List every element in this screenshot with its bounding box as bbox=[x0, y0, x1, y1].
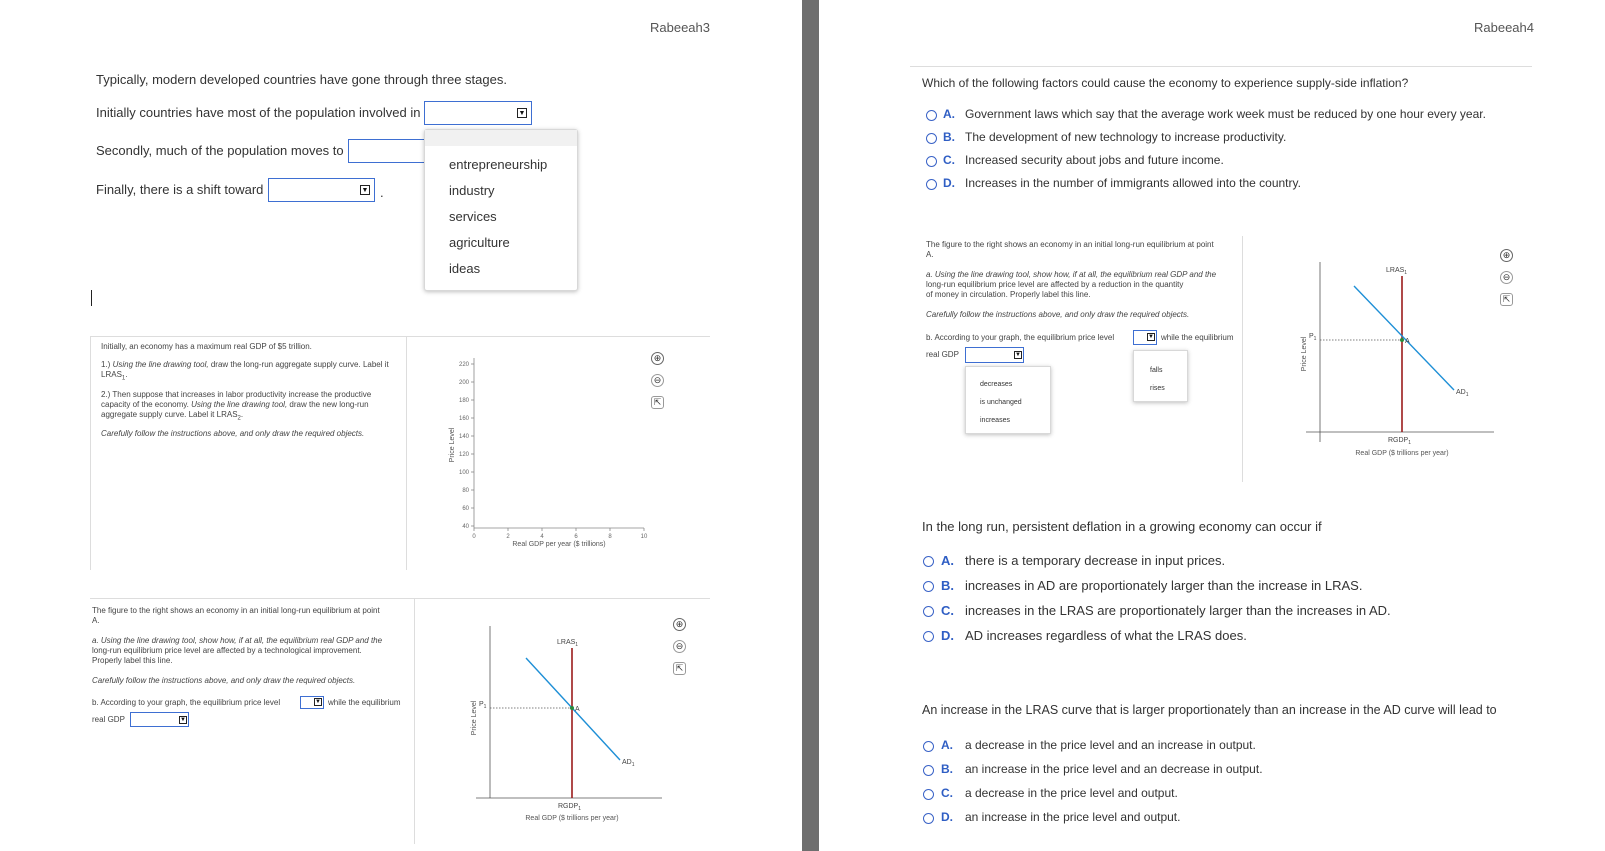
lras-p3: 2.) Then suppose that increases in labor productivity increase the productive capacity of the economy. Using the line drawing tool, draw the new long-run aggregate supply curve. Label it $LRAS_2$. bbox=[101, 390, 372, 422]
menu-option[interactable]: industry bbox=[449, 183, 495, 198]
radio-button[interactable] bbox=[926, 179, 937, 190]
radio-button[interactable] bbox=[926, 110, 937, 121]
option-text: increases in AD are proportionately larger than the increase in LRAS. bbox=[965, 578, 1363, 593]
x-axis-label: Real GDP ($ trillions per year) bbox=[1355, 450, 1449, 457]
lras-p3b-pre: capacity of the economy. bbox=[101, 400, 192, 409]
chevron-down-icon: ▼ bbox=[518, 110, 526, 117]
lras-p3b-post: draw the new long-run bbox=[287, 400, 369, 409]
radio-button[interactable] bbox=[923, 556, 934, 567]
rgdp-label: $RGDP_1$ bbox=[558, 803, 582, 812]
money-l3: a. Using the line drawing tool, show how, if at all, the equilibrium real GDP and the bbox=[926, 270, 1217, 279]
money-equilibrium-graph[interactable] bbox=[1290, 256, 1500, 466]
option-letter: D. bbox=[941, 810, 953, 824]
option-letter: C. bbox=[943, 153, 955, 167]
section-rule-left bbox=[90, 336, 91, 570]
option-letter: A. bbox=[941, 738, 953, 752]
money-l6: Carefully follow the instructions above, and only draw the required objects. bbox=[926, 310, 1190, 319]
y-tick-label: 160 bbox=[458, 416, 469, 422]
ad-label: $AD_1$ bbox=[622, 759, 635, 768]
stage2-dropdown[interactable] bbox=[348, 139, 428, 163]
y-tick-label: 120 bbox=[458, 452, 469, 458]
lras-p3c: aggregate supply curve. Label it LRAS bbox=[101, 410, 238, 419]
option-letter: D. bbox=[941, 628, 954, 643]
y-axis-label: Price Level bbox=[471, 700, 478, 736]
option-letter: B. bbox=[943, 130, 955, 144]
section-rule bbox=[90, 598, 710, 599]
p1-label: $P_1$ bbox=[1309, 333, 1317, 342]
right-page-header: Rabeeah4 bbox=[1474, 20, 1534, 35]
text-cursor bbox=[91, 290, 92, 306]
money-price-dropdown[interactable] bbox=[1133, 330, 1157, 345]
zoom-out-icon[interactable]: ⊖ bbox=[1500, 271, 1513, 284]
tech-l3: a. Using the line drawing tool, show how, if at all, the equilibrium real GDP and the bbox=[92, 636, 383, 645]
option-text: a decrease in the price level and an increase in output. bbox=[965, 738, 1256, 752]
money-gdp-dropdown[interactable] bbox=[965, 347, 1024, 363]
ad-line bbox=[1354, 286, 1454, 390]
option-letter: C. bbox=[941, 786, 953, 800]
tech-l2: A. bbox=[92, 616, 100, 625]
option-text: an increase in the price level and output. bbox=[965, 810, 1181, 824]
chevron-down-icon: ▼ bbox=[1148, 334, 1154, 340]
tech-l4: long-run equilibrium price level are affected by a technological improvement. bbox=[92, 646, 362, 655]
money-l1: The figure to the right shows an economy in an initial long-run equilibrium at point bbox=[926, 240, 1214, 249]
y-tick-label: 140 bbox=[458, 434, 469, 440]
radio-button[interactable] bbox=[923, 606, 934, 617]
stage-options-menu bbox=[424, 129, 578, 291]
lras-p2-label: LRAS bbox=[101, 370, 122, 379]
question-top-rule bbox=[910, 66, 1532, 67]
option-text: an increase in the price level and an decrease in output. bbox=[965, 762, 1263, 776]
chevron-down-icon: ▼ bbox=[180, 717, 186, 723]
x-tick-label: 6 bbox=[574, 534, 578, 540]
tech-l7a: b. According to your graph, the equilibrium price level bbox=[92, 698, 281, 707]
radio-button[interactable] bbox=[923, 789, 934, 800]
menu-option[interactable]: increases bbox=[980, 417, 1010, 424]
y-tick-label: 180 bbox=[458, 398, 469, 404]
chevron-down-icon: ▼ bbox=[1015, 352, 1021, 358]
x-tick-label: 2 bbox=[506, 534, 510, 540]
chevron-down-icon: ▼ bbox=[361, 187, 369, 194]
y-tick-label: 100 bbox=[458, 470, 469, 476]
equilibrium-point bbox=[570, 706, 574, 710]
section-rule bbox=[90, 336, 710, 337]
y-tick-label: 80 bbox=[462, 488, 469, 494]
point-a-label: A bbox=[1405, 338, 1410, 345]
lras-p2-rest: draw the long-run aggregate supply curve. Label it bbox=[208, 360, 389, 369]
option-text: a decrease in the price level and output. bbox=[965, 786, 1178, 800]
lras-p2-italic: Using the line drawing tool, bbox=[112, 360, 209, 369]
zoom-in-icon[interactable]: ⊕ bbox=[673, 618, 686, 631]
y-tick-label: 200 bbox=[458, 380, 469, 386]
y-axis-label: Price Level bbox=[1301, 336, 1308, 372]
x-tick-label: 10 bbox=[640, 534, 648, 540]
x-axis-label: Real GDP ($ trillions per year) bbox=[525, 815, 619, 822]
section-rule-mid bbox=[414, 598, 415, 844]
x-tick-label: 0 bbox=[472, 534, 476, 540]
radio-button[interactable] bbox=[926, 133, 937, 144]
tech-l7b: while the equilibrium bbox=[328, 698, 401, 707]
tech-l1: The figure to the right shows an economy in an initial long-run equilibrium at point bbox=[92, 606, 380, 615]
menu-option[interactable]: agriculture bbox=[449, 235, 510, 250]
menu-option[interactable]: rises bbox=[1150, 385, 1165, 392]
money-price-menu bbox=[1133, 350, 1188, 402]
stages-line-3: Finally, there is a shift toward bbox=[96, 182, 264, 197]
y-tick-label: 60 bbox=[462, 506, 469, 512]
lras-ad-question: An increase in the LRAS curve that is larger proportionately than an increase in the AD curve will lead to bbox=[922, 703, 1497, 717]
option-letter: B. bbox=[941, 578, 954, 593]
x-tick-label: 4 bbox=[540, 534, 544, 540]
section-rule-mid bbox=[1242, 236, 1243, 482]
expand-icon[interactable]: ⇱ bbox=[651, 396, 664, 409]
stages-intro: Typically, modern developed countries have gone through three stages. bbox=[96, 72, 507, 87]
stages-line-2: Secondly, much of the population moves to bbox=[96, 143, 344, 158]
y-tick-label: 220 bbox=[458, 362, 469, 368]
stages-line-1: Initially countries have most of the population involved in bbox=[96, 105, 421, 120]
option-text: there is a temporary decrease in input prices. bbox=[965, 553, 1226, 568]
x-tick-label: 8 bbox=[608, 534, 612, 540]
tech-price-dropdown[interactable] bbox=[300, 696, 324, 709]
menu-option[interactable]: services bbox=[449, 209, 497, 224]
page-divider bbox=[802, 0, 819, 851]
radio-button[interactable] bbox=[923, 581, 934, 592]
period-mark: . bbox=[380, 185, 384, 200]
money-gdp-menu bbox=[965, 366, 1051, 434]
p1-label: $P_1$ bbox=[479, 701, 487, 710]
section-rule-mid bbox=[406, 336, 407, 570]
money-l2: A. bbox=[926, 250, 934, 259]
zoom-in-icon[interactable]: ⊕ bbox=[1500, 249, 1513, 262]
equilibrium-point bbox=[1400, 338, 1404, 342]
menu-option[interactable]: falls bbox=[1150, 367, 1163, 374]
option-text: AD increases regardless of what the LRAS does. bbox=[965, 628, 1247, 643]
money-l7a: b. According to your graph, the equilibrium price level bbox=[926, 333, 1115, 342]
option-text: Increased security about jobs and future income. bbox=[965, 153, 1224, 167]
tech-gdp-dropdown[interactable] bbox=[130, 712, 189, 727]
money-l7b: while the equilibrium bbox=[1161, 333, 1234, 342]
radio-button[interactable] bbox=[923, 813, 934, 824]
lras-p3b-italic: Using the line drawing tool, bbox=[191, 400, 288, 409]
tech-l5: Properly label this line. bbox=[92, 656, 173, 665]
left-page-header: Rabeeah3 bbox=[650, 20, 710, 35]
chevron-down-icon: ▼ bbox=[315, 699, 321, 705]
inflation-question: Which of the following factors could cause the economy to experience supply-side inflation? bbox=[922, 76, 1409, 90]
lras-empty-graph[interactable] bbox=[440, 350, 660, 560]
menu-highlight bbox=[425, 130, 577, 146]
money-l4: long-run equilibrium price level are affected by a reduction in the quantity bbox=[926, 280, 1184, 289]
radio-button[interactable] bbox=[923, 765, 934, 776]
radio-button[interactable] bbox=[923, 631, 934, 642]
option-letter: A. bbox=[943, 107, 955, 121]
menu-option[interactable]: is unchanged bbox=[980, 399, 1022, 406]
option-text: The development of new technology to increase productivity. bbox=[965, 130, 1287, 144]
menu-option[interactable]: entrepreneurship bbox=[449, 157, 548, 172]
lras-p2: 1.) Using the line drawing tool, draw the long-run aggregate supply curve. Label it $LRAS_1$. bbox=[101, 360, 389, 382]
y-tick-label: 40 bbox=[462, 524, 469, 530]
lras-p4: Carefully follow the instructions above, and only draw the required objects. bbox=[101, 429, 365, 438]
money-l5: of money in circulation. Properly label this line. bbox=[926, 290, 1091, 299]
lras-p3a: 2.) Then suppose that increases in labor productivity increase the productive bbox=[101, 390, 372, 399]
zoom-out-icon[interactable]: ⊖ bbox=[673, 640, 686, 653]
option-text: increases in the LRAS are proportionately larger than the increases in AD. bbox=[965, 603, 1391, 618]
money-l8: real GDP bbox=[926, 350, 959, 359]
tech-l8: real GDP bbox=[92, 715, 125, 724]
option-letter: B. bbox=[941, 762, 953, 776]
y-axis-label: Price Level bbox=[449, 427, 456, 463]
lras-label: $LRAS_1$ bbox=[557, 639, 579, 648]
rgdp-label: $RGDP_1$ bbox=[1388, 437, 1412, 446]
zoom-in-icon[interactable]: ⊕ bbox=[651, 352, 664, 365]
option-text: Increases in the number of immigrants allowed into the country. bbox=[965, 176, 1301, 190]
option-text: Government laws which say that the average work week must be reduced by one hour every year. bbox=[965, 107, 1486, 121]
radio-button[interactable] bbox=[926, 156, 937, 167]
expand-icon[interactable]: ⇱ bbox=[1500, 293, 1513, 306]
stage3-dropdown[interactable] bbox=[268, 178, 375, 202]
menu-option[interactable]: ideas bbox=[449, 261, 481, 276]
option-letter: C. bbox=[941, 603, 954, 618]
lras-p2-prefix: 1.) bbox=[101, 360, 113, 369]
lras-p1: Initially, an economy has a maximum real GDP of $5 trillion. bbox=[101, 342, 312, 351]
zoom-out-icon[interactable]: ⊖ bbox=[651, 374, 664, 387]
tech-equilibrium-graph[interactable] bbox=[460, 618, 670, 828]
option-letter: A. bbox=[941, 553, 954, 568]
tech-l6: Carefully follow the instructions above, and only draw the required objects. bbox=[92, 676, 356, 685]
menu-option[interactable]: decreases bbox=[980, 381, 1013, 388]
ad-label: $AD_1$ bbox=[1456, 389, 1469, 398]
deflation-question: In the long run, persistent deflation in a growing economy can occur if bbox=[922, 519, 1322, 534]
stage1-dropdown[interactable] bbox=[424, 101, 532, 125]
x-axis-label: Real GDP per year ($ trillions) bbox=[512, 541, 606, 548]
point-a-label: A bbox=[575, 706, 580, 713]
radio-button[interactable] bbox=[923, 741, 934, 752]
option-letter: D. bbox=[943, 176, 955, 190]
expand-icon[interactable]: ⇱ bbox=[673, 662, 686, 675]
lras-label: $LRAS_1$ bbox=[1386, 267, 1408, 276]
